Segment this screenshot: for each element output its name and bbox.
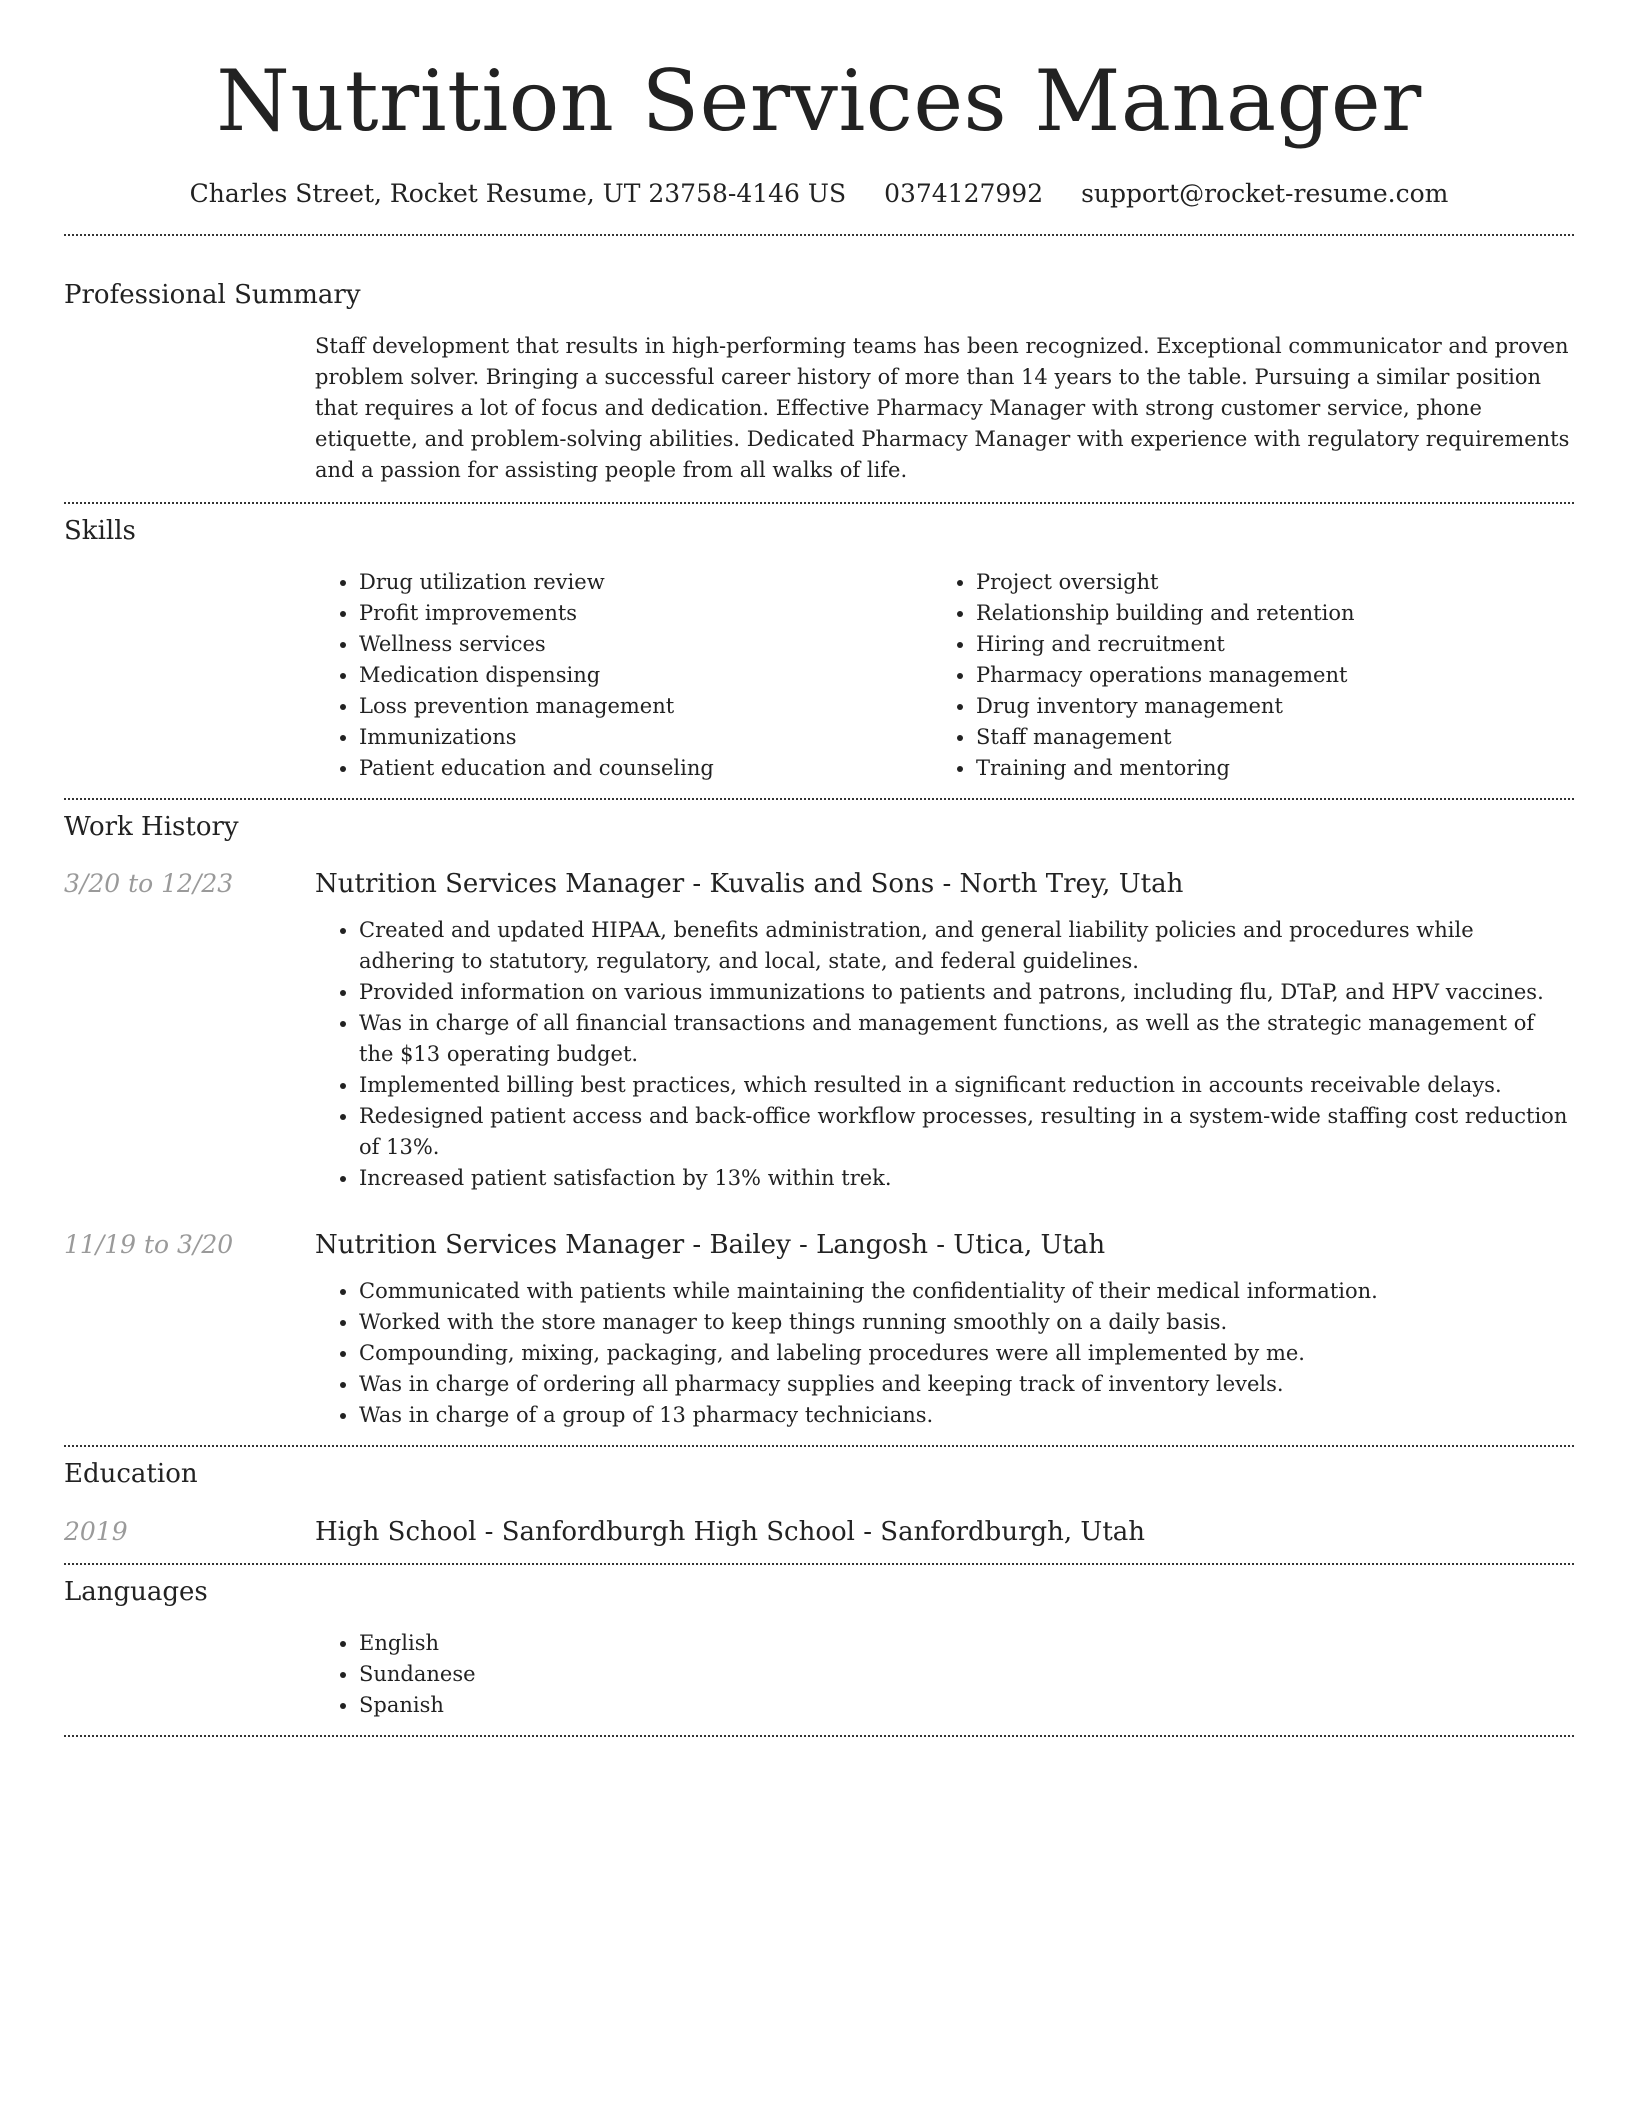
work-bullet: • Was in charge of a group of 13 pharmacy technicians. <box>359 1400 1574 1431</box>
languages-title: Languages <box>64 1577 208 1607</box>
phone-text: 0374127992 <box>884 179 1044 208</box>
email-text: support@rocket-resume.com <box>1081 179 1449 208</box>
skills-grid <box>315 567 1574 784</box>
education-entry <box>64 1515 1574 1549</box>
education-title: Education <box>64 1459 198 1489</box>
languages-content <box>315 1628 1574 1721</box>
resume-header <box>64 0 1574 210</box>
work-entry-dates: 3/20 to 12/23 <box>64 869 234 898</box>
skills-title: Skills <box>64 516 136 546</box>
work-history-section <box>64 800 1574 1445</box>
work-entry <box>64 1228 1574 1431</box>
skill-item: • Medication dispensing <box>359 660 932 691</box>
language-item: • Sundanese <box>359 1659 1574 1690</box>
work-bullet: • Increased patient satisfaction by 13% within trek. <box>359 1163 1574 1194</box>
skill-item: • Training and mentoring <box>976 753 1574 784</box>
education-heading: High School - Sanfordburgh High School - Sanfordburgh, Utah <box>315 1517 1146 1547</box>
language-item: • English <box>359 1628 1574 1659</box>
work-bullet: • Redesigned patient access and back-office workflow processes, resulting in a system-wide staffing cost reduction of 13%. <box>359 1101 1574 1163</box>
skill-item: • Drug inventory management <box>976 691 1574 722</box>
skill-item: • Loss prevention management <box>359 691 932 722</box>
work-bullet: • Compounding, mixing, packaging, and labeling procedures were all implemented by me. <box>359 1338 1574 1369</box>
language-item: • Spanish <box>359 1690 1574 1721</box>
work-bullet: • Was in charge of all financial transactions and management functions, as well as the strategic management of the $13 operating budget. <box>359 1008 1574 1070</box>
work-bullet: • Created and updated HIPAA, benefits administration, and general liability policies and procedures while adhering to statutory, regulatory, and local, state, and federal guidelines. <box>359 915 1574 977</box>
work-bullet: • Worked with the store manager to keep things running smoothly on a daily basis. <box>359 1307 1574 1338</box>
work-entry-body <box>315 1276 1574 1431</box>
skill-item: • Profit improvements <box>359 598 932 629</box>
work-entry-bullets <box>315 1276 1574 1431</box>
work-entry-heading: Nutrition Services Manager - Kuvalis and Sons - North Trey, Utah <box>315 869 1184 899</box>
work-bullet: • Implemented billing best practices, which resulted in a significant reduction in accounts receivable delays. <box>359 1070 1574 1101</box>
education-section <box>64 1447 1574 1563</box>
work-bullet: • Communicated with patients while maintaining the confidentiality of their medical information. <box>359 1276 1574 1307</box>
work-entry-body <box>315 915 1574 1194</box>
candidate-name: Nutrition Services Manager <box>216 52 1422 150</box>
skill-item: • Drug utilization review <box>359 567 932 598</box>
skills-list-left <box>315 567 932 784</box>
skill-item: • Wellness services <box>359 629 932 660</box>
skill-item: • Relationship building and retention <box>976 598 1574 629</box>
education-year: 2019 <box>64 1517 128 1546</box>
address-text: Charles Street, Rocket Resume, UT 23758-4146 US <box>189 179 847 208</box>
work-entry <box>64 867 1574 1194</box>
languages-section <box>64 1565 1574 1735</box>
skill-item: • Hiring and recruitment <box>976 629 1574 660</box>
work-entry-heading: Nutrition Services Manager - Bailey - Langosh - Utica, Utah <box>315 1230 1106 1260</box>
skills-section <box>64 504 1574 798</box>
work-entry-dates: 11/19 to 3/20 <box>64 1230 234 1259</box>
skills-list-right <box>932 567 1574 784</box>
summary-content <box>315 331 1574 486</box>
work-history-title: Work History <box>64 812 239 842</box>
skill-item: • Pharmacy operations management <box>976 660 1574 691</box>
summary-title: Professional Summary <box>64 280 361 310</box>
contact-line <box>64 178 1574 210</box>
work-entry-bullets <box>315 915 1574 1194</box>
skill-item: • Project oversight <box>976 567 1574 598</box>
summary-section <box>64 236 1574 502</box>
work-bullet: • Provided information on various immunizations to patients and patrons, including flu, DTaP, and HPV vaccines. <box>359 977 1574 1008</box>
summary-text: Staff development that results in high-performing teams has been recognized. Exceptional communicator and proven problem solver. Bringing a successful career history of more than 14 years to the table. Pursuing a similar position that requires a lot of focus and dedication. Effective Pharmacy Manager with strong customer service, phone etiquette, and problem-solving abilities. Dedicated Pharmacy Manager with experience with regulatory requirements and a passion for assisting people from all walks of life. <box>315 334 1570 482</box>
skill-item: • Patient education and counseling <box>359 753 932 784</box>
languages-list <box>315 1628 1574 1721</box>
skill-item: • Immunizations <box>359 722 932 753</box>
skill-item: • Staff management <box>976 722 1574 753</box>
section-divider <box>64 1735 1574 1737</box>
work-bullet: • Was in charge of ordering all pharmacy supplies and keeping track of inventory levels. <box>359 1369 1574 1400</box>
